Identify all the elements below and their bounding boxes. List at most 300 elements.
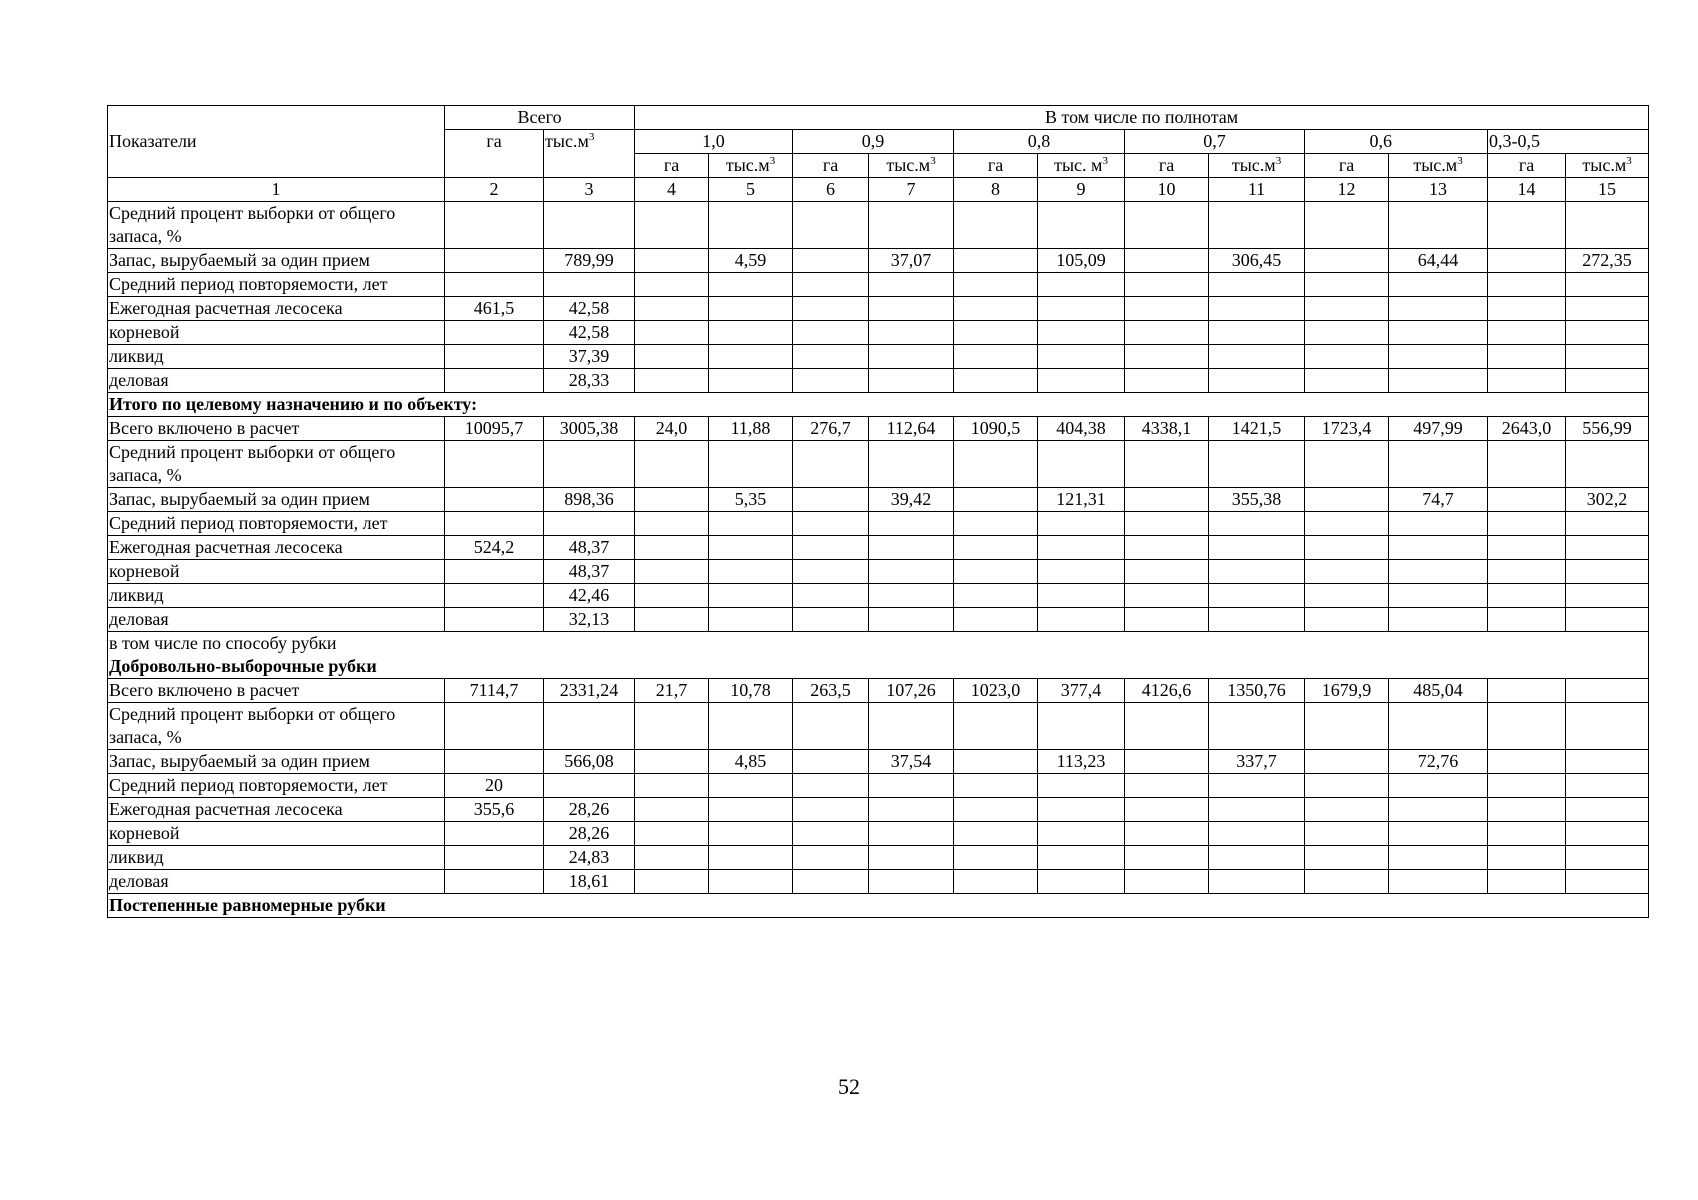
table-cell	[869, 345, 954, 369]
table-cell	[635, 512, 709, 536]
column-number: 1	[108, 178, 445, 202]
by-density-header: В том числе по полнотам	[635, 106, 1649, 130]
table-cell	[1038, 774, 1125, 798]
table-cell	[1566, 202, 1649, 249]
table-cell: 5,35	[709, 488, 793, 512]
table-cell: 64,44	[1389, 249, 1488, 273]
table-cell	[544, 512, 635, 536]
density-header: 0,3-0,5	[1488, 130, 1649, 154]
table-cell	[1209, 870, 1305, 894]
table-cell	[1125, 273, 1209, 297]
table-cell	[954, 536, 1038, 560]
table-cell	[1305, 774, 1389, 798]
table-cell	[1038, 560, 1125, 584]
table-cell	[1305, 321, 1389, 345]
table-cell	[1209, 273, 1305, 297]
table-cell	[1125, 798, 1209, 822]
table-cell	[1566, 369, 1649, 393]
table-cell	[1488, 822, 1566, 846]
table-cell	[954, 798, 1038, 822]
table-cell	[869, 321, 954, 345]
table-cell	[954, 822, 1038, 846]
table-cell	[1389, 822, 1488, 846]
table-cell: 2643,0	[1488, 417, 1566, 441]
table-cell	[635, 488, 709, 512]
table-cell	[793, 369, 869, 393]
table-cell	[1389, 560, 1488, 584]
table-cell	[1038, 202, 1125, 249]
table-cell	[1389, 273, 1488, 297]
section-header: Итого по целевому назначению и по объекту:	[108, 393, 1649, 417]
table-cell	[1488, 703, 1566, 750]
table-row	[108, 846, 1649, 870]
table-cell	[445, 488, 544, 512]
table-cell	[1305, 345, 1389, 369]
table-row	[108, 249, 1649, 273]
table-cell	[793, 512, 869, 536]
table-cell: 789,99	[544, 249, 635, 273]
table-cell	[1566, 774, 1649, 798]
table-row	[108, 703, 1649, 750]
column-number: 14	[1488, 178, 1566, 202]
table-cell	[635, 202, 709, 249]
table-cell	[1038, 369, 1125, 393]
table-cell	[1305, 369, 1389, 393]
column-number: 11	[1209, 178, 1305, 202]
table-cell	[1305, 273, 1389, 297]
table-cell: 24,0	[635, 417, 709, 441]
table-cell	[1125, 536, 1209, 560]
table-cell: 272,35	[1566, 249, 1649, 273]
table-cell	[1389, 703, 1488, 750]
table-cell	[869, 560, 954, 584]
table-cell	[709, 870, 793, 894]
table-cell	[1209, 703, 1305, 750]
table-cell	[1038, 584, 1125, 608]
table-cell	[445, 750, 544, 774]
table-cell	[709, 369, 793, 393]
table-cell	[1305, 202, 1389, 249]
table-cell	[1566, 750, 1649, 774]
table-cell	[445, 560, 544, 584]
table-cell	[793, 249, 869, 273]
table-cell: 3005,38	[544, 417, 635, 441]
unit-ha-header: га	[1488, 154, 1566, 178]
table-cell	[869, 297, 954, 321]
table-cell	[869, 798, 954, 822]
table-cell	[793, 273, 869, 297]
table-cell	[954, 345, 1038, 369]
table-cell	[1125, 846, 1209, 870]
table-cell	[445, 870, 544, 894]
table-cell	[1488, 846, 1566, 870]
table-cell	[445, 273, 544, 297]
table-cell	[869, 774, 954, 798]
row-label: Средний период повторяемости, лет	[108, 512, 445, 536]
table-cell	[954, 750, 1038, 774]
table-cell	[1209, 560, 1305, 584]
table-cell	[635, 441, 709, 488]
table-cell	[869, 703, 954, 750]
table-cell	[1305, 750, 1389, 774]
table-cell	[1488, 345, 1566, 369]
table-row	[108, 297, 1649, 321]
table-cell	[954, 441, 1038, 488]
table-cell	[1038, 441, 1125, 488]
table-cell	[1488, 750, 1566, 774]
table-cell	[1125, 249, 1209, 273]
table-cell	[793, 870, 869, 894]
row-label: Средний процент выборки от общего запаса, %	[108, 202, 445, 249]
table-cell	[1038, 297, 1125, 321]
table-cell	[445, 703, 544, 750]
table-cell	[1209, 846, 1305, 870]
table-cell	[635, 870, 709, 894]
table-cell	[1488, 249, 1566, 273]
table-cell	[869, 441, 954, 488]
row-label: деловая	[108, 369, 445, 393]
table-cell	[1566, 441, 1649, 488]
table-row	[108, 273, 1649, 297]
row-label: ликвид	[108, 846, 445, 870]
table-cell	[1305, 512, 1389, 536]
table-cell	[1209, 822, 1305, 846]
table-cell: 121,31	[1038, 488, 1125, 512]
unit-ha-header: га	[635, 154, 709, 178]
table-row	[108, 584, 1649, 608]
forest-stand-table	[107, 105, 1649, 918]
table-cell: 42,58	[544, 297, 635, 321]
table-cell	[793, 536, 869, 560]
density-header: 0,8	[954, 130, 1125, 154]
table-row	[108, 870, 1649, 894]
table-cell	[709, 798, 793, 822]
table-cell: 28,26	[544, 798, 635, 822]
table-cell	[1488, 321, 1566, 345]
table-cell	[954, 703, 1038, 750]
table-cell	[1305, 608, 1389, 632]
table-cell: 28,33	[544, 369, 635, 393]
table-cell	[1305, 870, 1389, 894]
table-cell	[709, 273, 793, 297]
unit-ha-header: га	[793, 154, 869, 178]
table-cell	[1038, 798, 1125, 822]
table-cell	[793, 321, 869, 345]
total-ha-header: га	[445, 130, 544, 178]
table-cell	[1389, 512, 1488, 536]
table-cell: 1421,5	[1209, 417, 1305, 441]
table-cell	[1305, 441, 1389, 488]
table-cell	[709, 703, 793, 750]
table-cell: 1723,4	[1305, 417, 1389, 441]
row-label: корневой	[108, 560, 445, 584]
table-cell	[1488, 560, 1566, 584]
table-cell	[1566, 703, 1649, 750]
table-cell	[869, 870, 954, 894]
column-number: 8	[954, 178, 1038, 202]
table-cell	[1038, 345, 1125, 369]
table-cell: 404,38	[1038, 417, 1125, 441]
table-row	[108, 441, 1649, 488]
table-cell: 461,5	[445, 297, 544, 321]
table-cell	[1566, 512, 1649, 536]
table-cell	[1125, 774, 1209, 798]
unit-vol-header: $тыс.м^3$	[1566, 154, 1649, 178]
row-label: Всего включено в расчет	[108, 679, 445, 703]
table-cell	[544, 441, 635, 488]
table-cell	[793, 703, 869, 750]
table-cell	[709, 536, 793, 560]
table-cell: 10,78	[709, 679, 793, 703]
table-cell	[445, 369, 544, 393]
table-cell	[709, 608, 793, 632]
table-cell	[544, 774, 635, 798]
row-label: Запас, вырубаемый за один прием	[108, 488, 445, 512]
table-cell	[869, 584, 954, 608]
row-label: корневой	[108, 822, 445, 846]
table-cell	[1209, 369, 1305, 393]
table-cell	[1305, 249, 1389, 273]
table-cell	[709, 774, 793, 798]
table-cell	[793, 441, 869, 488]
table-cell	[1125, 202, 1209, 249]
table-cell	[1125, 369, 1209, 393]
total-header: Всего	[445, 106, 635, 130]
table-cell: 524,2	[445, 536, 544, 560]
table-cell: 107,26	[869, 679, 954, 703]
table-row	[108, 632, 1649, 679]
table-cell	[954, 273, 1038, 297]
table-cell	[445, 822, 544, 846]
table-cell: 18,61	[544, 870, 635, 894]
table-cell	[709, 822, 793, 846]
table-cell	[1125, 750, 1209, 774]
table-cell	[793, 774, 869, 798]
table-cell	[445, 584, 544, 608]
row-label: корневой	[108, 321, 445, 345]
indicators-header: Показатели	[108, 106, 445, 178]
table-cell	[954, 488, 1038, 512]
table-cell	[793, 202, 869, 249]
table-cell	[1209, 584, 1305, 608]
table-cell	[445, 608, 544, 632]
table-cell	[793, 846, 869, 870]
table-cell	[1038, 321, 1125, 345]
row-label: Средний период повторяемости, лет	[108, 273, 445, 297]
table-cell: 263,5	[793, 679, 869, 703]
table-cell: 4126,6	[1125, 679, 1209, 703]
page-number: 52	[838, 1074, 860, 1099]
table-cell	[1566, 297, 1649, 321]
table-cell	[1305, 846, 1389, 870]
table-cell	[954, 870, 1038, 894]
table-cell: 355,6	[445, 798, 544, 822]
row-label: Запас, вырубаемый за один прием	[108, 750, 445, 774]
table-cell	[544, 202, 635, 249]
table-cell: 74,7	[1389, 488, 1488, 512]
table-cell: 485,04	[1389, 679, 1488, 703]
table-cell	[954, 846, 1038, 870]
table-cell	[635, 703, 709, 750]
unit-ha-header: га	[1125, 154, 1209, 178]
table-cell	[1488, 870, 1566, 894]
table-cell	[544, 273, 635, 297]
table-cell	[1566, 273, 1649, 297]
table-cell: 37,39	[544, 345, 635, 369]
table-cell	[1488, 536, 1566, 560]
table-cell	[1209, 536, 1305, 560]
table-cell	[869, 608, 954, 632]
table-row	[108, 774, 1649, 798]
table-cell	[635, 608, 709, 632]
column-number: 12	[1305, 178, 1389, 202]
row-label: ликвид	[108, 584, 445, 608]
table-cell	[544, 703, 635, 750]
table-row	[108, 512, 1649, 536]
table-cell	[635, 584, 709, 608]
table-cell: 306,45	[1209, 249, 1305, 273]
table-cell	[954, 608, 1038, 632]
table-cell	[1209, 512, 1305, 536]
table-cell: 28,26	[544, 822, 635, 846]
table-cell	[1488, 512, 1566, 536]
table-cell	[954, 321, 1038, 345]
table-cell	[1125, 297, 1209, 321]
table-cell	[1566, 846, 1649, 870]
row-label: Средний процент выборки от общего запаса, %	[108, 441, 445, 488]
table-cell	[869, 846, 954, 870]
table-cell	[1389, 846, 1488, 870]
table-cell	[635, 369, 709, 393]
table-cell	[1389, 369, 1488, 393]
table-cell	[793, 560, 869, 584]
table-row	[108, 608, 1649, 632]
table-cell	[1125, 822, 1209, 846]
table-cell: 11,88	[709, 417, 793, 441]
table-cell	[1038, 822, 1125, 846]
table-cell	[1209, 608, 1305, 632]
table-cell	[709, 345, 793, 369]
table-row	[108, 321, 1649, 345]
table-cell	[1209, 798, 1305, 822]
table-cell: 4,85	[709, 750, 793, 774]
table-cell: 21,7	[635, 679, 709, 703]
table-cell: 113,23	[1038, 750, 1125, 774]
table-cell: 4338,1	[1125, 417, 1209, 441]
table-cell: 112,64	[869, 417, 954, 441]
table-cell	[1125, 345, 1209, 369]
table-cell	[954, 297, 1038, 321]
table-row	[108, 560, 1649, 584]
table-row	[108, 393, 1649, 417]
table-cell	[1305, 488, 1389, 512]
table-cell	[1389, 321, 1488, 345]
table-cell	[1566, 679, 1649, 703]
unit-vol-header: тыс. $м^3$	[1038, 154, 1125, 178]
table-cell	[1125, 560, 1209, 584]
row-label: Средний период повторяемости, лет	[108, 774, 445, 798]
table-row	[108, 536, 1649, 560]
column-number: 13	[1389, 178, 1488, 202]
table-cell	[1125, 703, 1209, 750]
column-number: 10	[1125, 178, 1209, 202]
table-cell: 48,37	[544, 560, 635, 584]
column-number: 9	[1038, 178, 1125, 202]
table-cell	[1566, 584, 1649, 608]
table-cell	[445, 202, 544, 249]
table-cell	[1389, 202, 1488, 249]
table-cell	[1305, 584, 1389, 608]
table-cell: 337,7	[1209, 750, 1305, 774]
table-cell	[1566, 345, 1649, 369]
table-cell	[1488, 202, 1566, 249]
table-cell: 7114,7	[445, 679, 544, 703]
table-cell	[793, 345, 869, 369]
table-cell	[1125, 870, 1209, 894]
table-cell	[1125, 321, 1209, 345]
table-cell	[1038, 536, 1125, 560]
density-header: 0,9	[793, 130, 954, 154]
table-cell: 4,59	[709, 249, 793, 273]
table-cell	[1566, 321, 1649, 345]
unit-vol-header: $тыс.м^3$	[869, 154, 954, 178]
table-cell	[635, 536, 709, 560]
density-header: 1,0	[635, 130, 793, 154]
table-row	[108, 798, 1649, 822]
table-cell	[1038, 273, 1125, 297]
table-cell: 1679,9	[1305, 679, 1389, 703]
table-cell	[635, 560, 709, 584]
table-cell	[1389, 798, 1488, 822]
table-cell	[1389, 584, 1488, 608]
table-cell: 355,38	[1209, 488, 1305, 512]
table-cell	[1488, 679, 1566, 703]
table-cell: 2331,24	[544, 679, 635, 703]
density-header: 0,6	[1389, 130, 1488, 154]
column-number: 5	[709, 178, 793, 202]
table-cell	[1305, 560, 1389, 584]
table-row	[108, 202, 1649, 249]
column-number: 4	[635, 178, 709, 202]
table-cell	[793, 488, 869, 512]
table-cell: 1090,5	[954, 417, 1038, 441]
table-cell	[869, 822, 954, 846]
row-label: Ежегодная расчетная лесосека	[108, 798, 445, 822]
table-cell	[1488, 273, 1566, 297]
table-cell	[1488, 584, 1566, 608]
table-cell: 24,83	[544, 846, 635, 870]
table-cell	[635, 249, 709, 273]
table-cell	[1389, 774, 1488, 798]
table-cell	[1566, 536, 1649, 560]
table-cell	[1488, 297, 1566, 321]
table-cell: 42,46	[544, 584, 635, 608]
row-label: деловая	[108, 870, 445, 894]
table-row	[108, 345, 1649, 369]
row-label: деловая	[108, 608, 445, 632]
table-cell	[1125, 441, 1209, 488]
table-cell	[635, 273, 709, 297]
table-cell: 10095,7	[445, 417, 544, 441]
table-cell	[1125, 608, 1209, 632]
table-cell	[1038, 703, 1125, 750]
table-cell	[793, 608, 869, 632]
row-label: ликвид	[108, 345, 445, 369]
table-cell: 48,37	[544, 536, 635, 560]
table-cell	[635, 846, 709, 870]
table-cell	[1566, 560, 1649, 584]
table-cell	[1038, 846, 1125, 870]
